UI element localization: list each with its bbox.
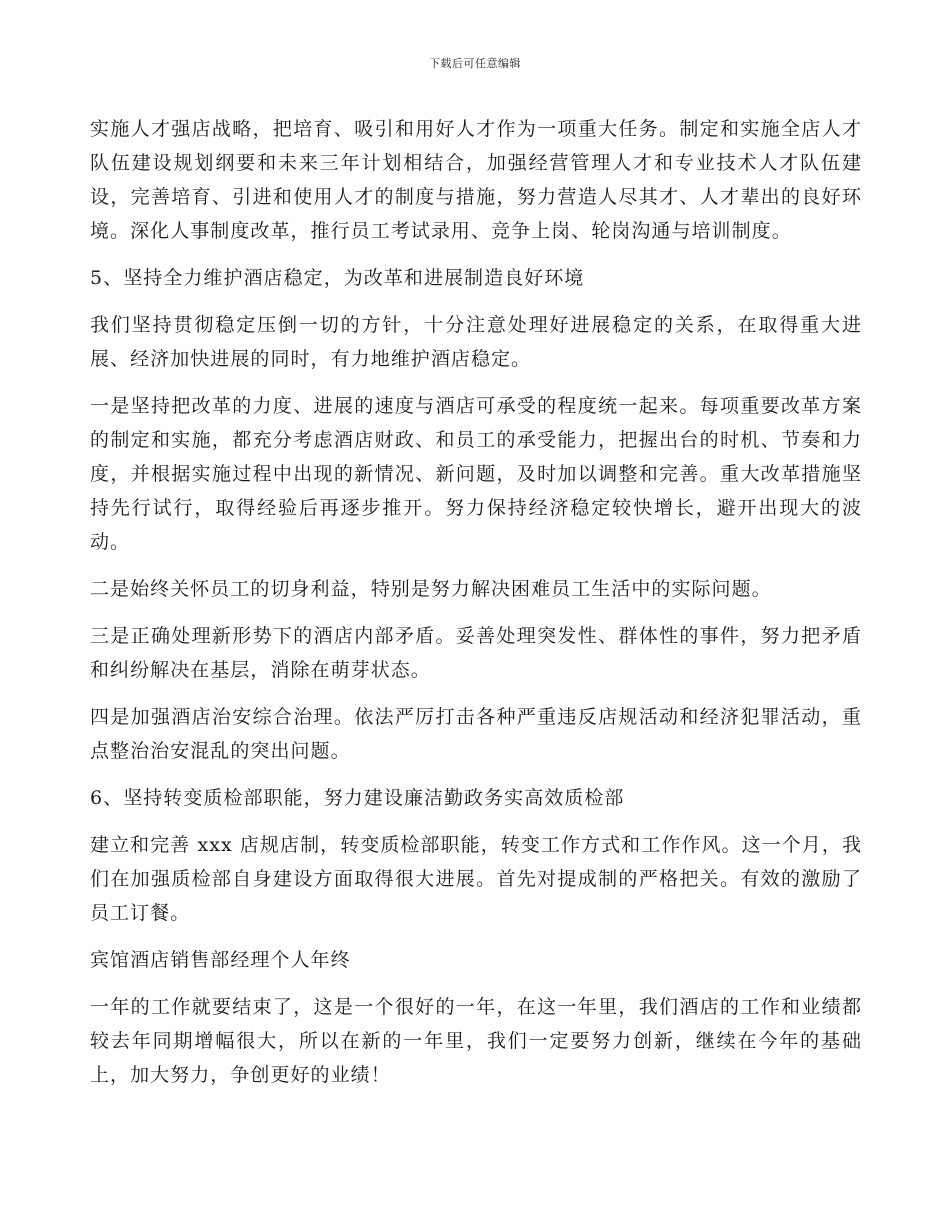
paragraph-quality-dept: 建立和完善 xxx 店规店制，转变质检部职能，转变工作方式和工作作风。这一个月，我们在加强质检部自身建设方面取得很大进展。首先对提成制的严格把关。有效的激励了员工订餐。 (90, 834, 862, 924)
paragraph-talent-strategy: 实施人才强店战略，把培育、吸引和用好人才作为一项重大任务。制定和实施全店人才队伍建设规划纲要和未来三年计划相结合，加强经营管理人才和专业技术人才队伍建设，完善培育、引进和使用人才的制度与措施，努力营造人尽其才、人才辈出的良好环境。深化人事制度改革，推行员工考试录用、竞争上岗、轮岗沟通与培训制度。 (90, 118, 862, 242)
page-header: 下载后可任意编辑 (429, 57, 521, 70)
paragraph-point-two: 二是始终关怀员工的切身利益，特别是努力解决困难员工生活中的实际问题。 (90, 578, 772, 600)
section-title-sales-manager: 宾馆酒店销售部经理个人年终 (90, 949, 351, 971)
document-body (90, 112, 862, 1105)
paragraph-stability-policy: 我们坚持贯彻稳定压倒一切的方针，十分注意处理好进展稳定的关系，在取得重大进展、经济加快进展的同时，有力地维护酒店稳定。 (90, 314, 862, 370)
paragraph-point-four: 四是加强酒店治安综合治理。依法严厉打击各种严重违反店规活动和经济犯罪活动，重点整治治安混乱的突出问题。 (90, 706, 862, 762)
paragraph-point-one: 一是坚持把改革的力度、进展的速度与酒店可承受的程度统一起来。每项重要改革方案的制定和实施，都充分考虑酒店财政、和员工的承受能力，把握出台的时机、节奏和力度，并根据实施过程中出现的新情况、新问题，及时加以调整和完善。重大改革措施坚持先行试行，取得经验后再逐步推开。努力保持经济稳定较快增长，避开出现大的波动。 (90, 395, 862, 553)
paragraph-year-end: 一年的工作就要结束了，这是一个很好的一年，在这一年里，我们酒店的工作和业绩都较去年同期增幅很大，所以在新的一年里，我们一定要努力创新，继续在今年的基础上，加大努力，争创更好的业绩！ (90, 996, 862, 1086)
section-heading-6: 6、坚持转变质检部职能，努力建设廉洁勤政务实高效质检部 (90, 787, 625, 809)
paragraph-point-three: 三是正确处理新形势下的酒店内部矛盾。妥善处理突发性、群体性的事件，努力把矛盾和纠纷解决在基层，消除在萌芽状态。 (90, 625, 862, 681)
section-heading-5: 5、坚持全力维护酒店稳定，为改革和进展制造良好环境 (90, 267, 585, 289)
